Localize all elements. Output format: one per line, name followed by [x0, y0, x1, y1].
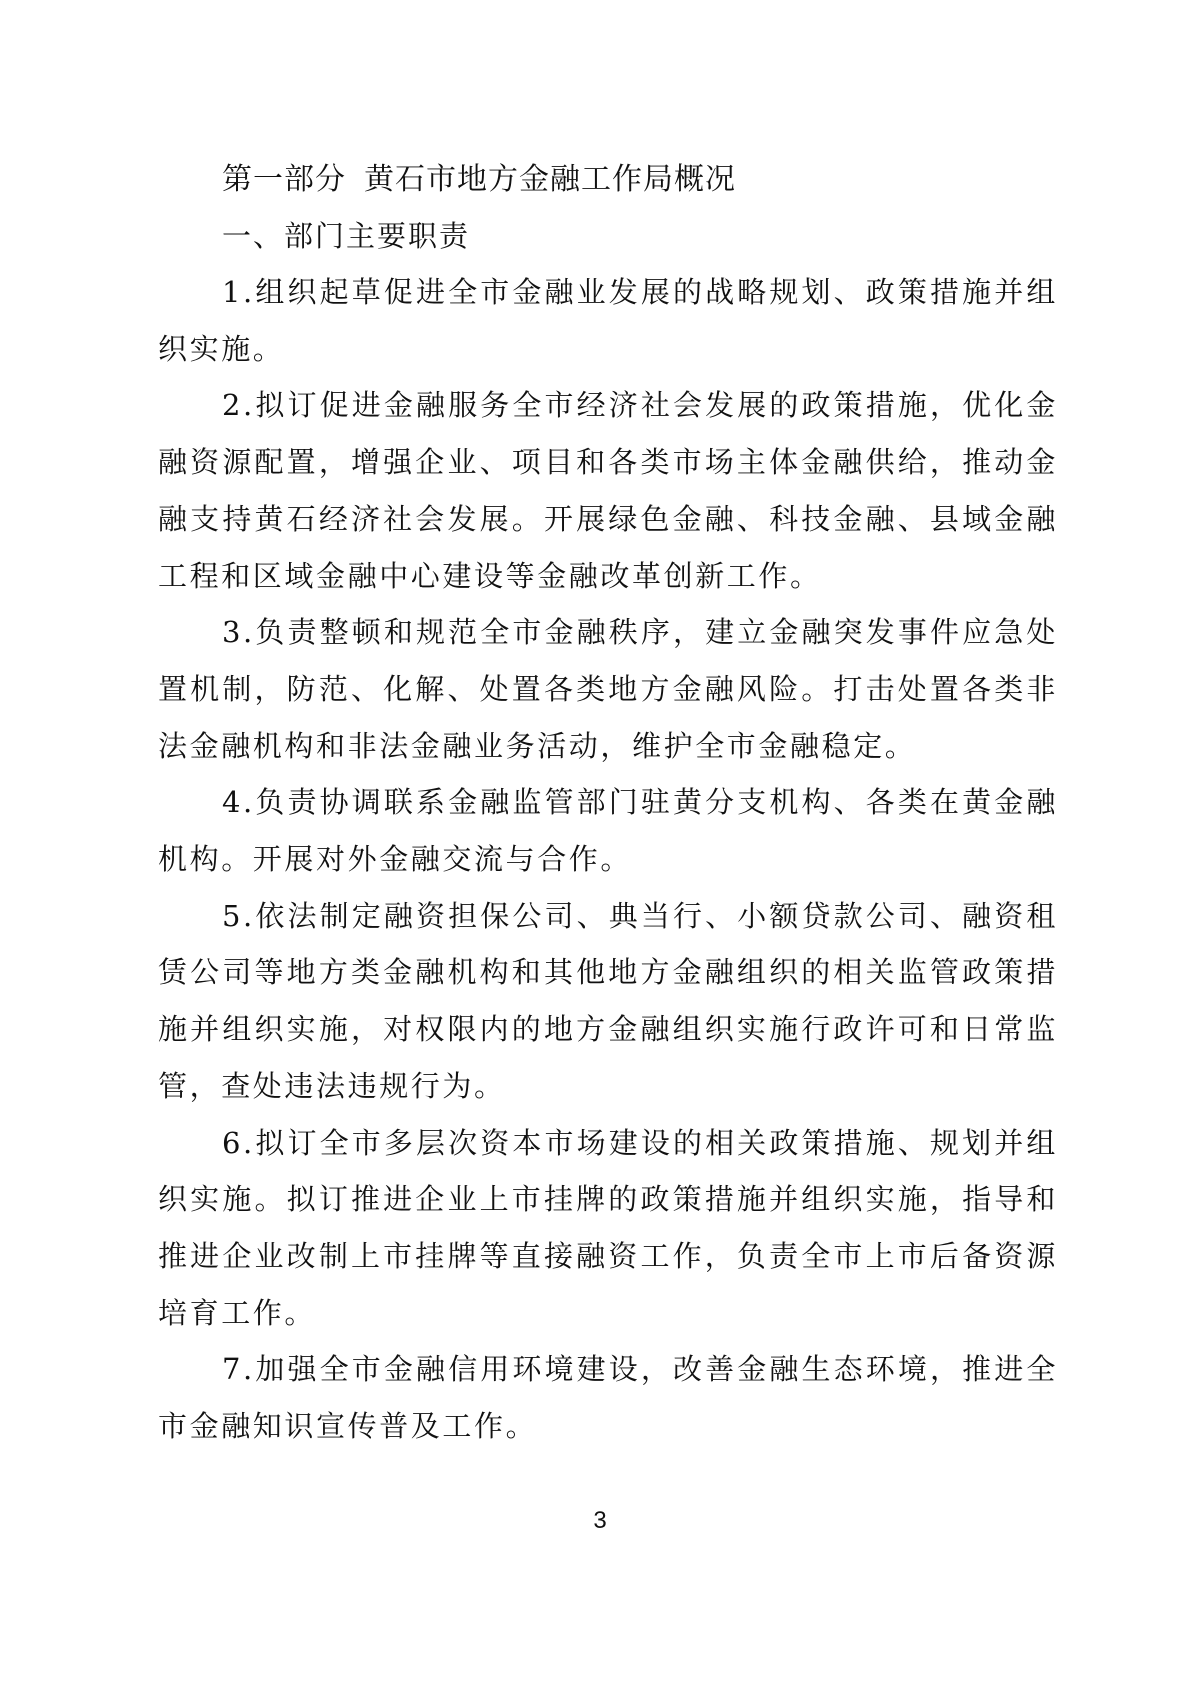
- duty-paragraph-1: 1.组织起草促进全市金融业发展的战略规划、政策措施并组织实施。: [158, 275, 1058, 366]
- duty-paragraph-4: 4.负责协调联系金融监管部门驻黄分支机构、各类在黄金融机构。开展对外金融交流与合作。: [158, 785, 1058, 877]
- part-subtitle: 黄石市地方金融工作局概况: [364, 162, 736, 197]
- duty-paragraph-6: 6.拟订全市多层次资本市场建设的相关政策措施、规划并组织实施。拟订推进企业上市挂牌的政策措施并组织实施，指导和推进企业改制上市挂牌等直接融资工作，负责全市上市后备资源培育工作。: [158, 1125, 1058, 1330]
- section-title: 一、部门主要职责: [222, 219, 471, 253]
- duty-paragraph-2: 2.拟订促进金融服务全市经济社会发展的政策措施，优化金融资源配置，增强企业、项目和各类市场主体金融供给，推动金融支持黄石经济社会发展。开展绿色金融、科技金融、县域金融工程和区域金融中心建设等金融改革创新工作。: [158, 388, 1058, 593]
- duty-paragraph-5: 5.依法制定融资担保公司、典当行、小额贷款公司、融资租赁公司等地方类金融机构和其他地方金融组织的相关监管政策措施并组织实施，对权限内的地方金融组织实施行政许可和日常监管，查处违法违规行为。: [158, 898, 1058, 1103]
- duty-paragraph-7: 7.加强全市金融信用环境建设，改善金融生态环境，推进全市金融知识宣传普及工作。: [158, 1352, 1058, 1444]
- part-title: 第一部分: [222, 162, 346, 197]
- duty-paragraph-3: 3.负责整顿和规范全市金融秩序，建立金融突发事件应急处置机制，防范、化解、处置各类地方金融风险。打击处置各类非法金融机构和非法金融业务活动，维护全市金融稳定。: [158, 615, 1058, 763]
- page-number: 3: [593, 1507, 607, 1534]
- part-heading: [158, 152, 1058, 208]
- document-body: [158, 152, 1058, 1455]
